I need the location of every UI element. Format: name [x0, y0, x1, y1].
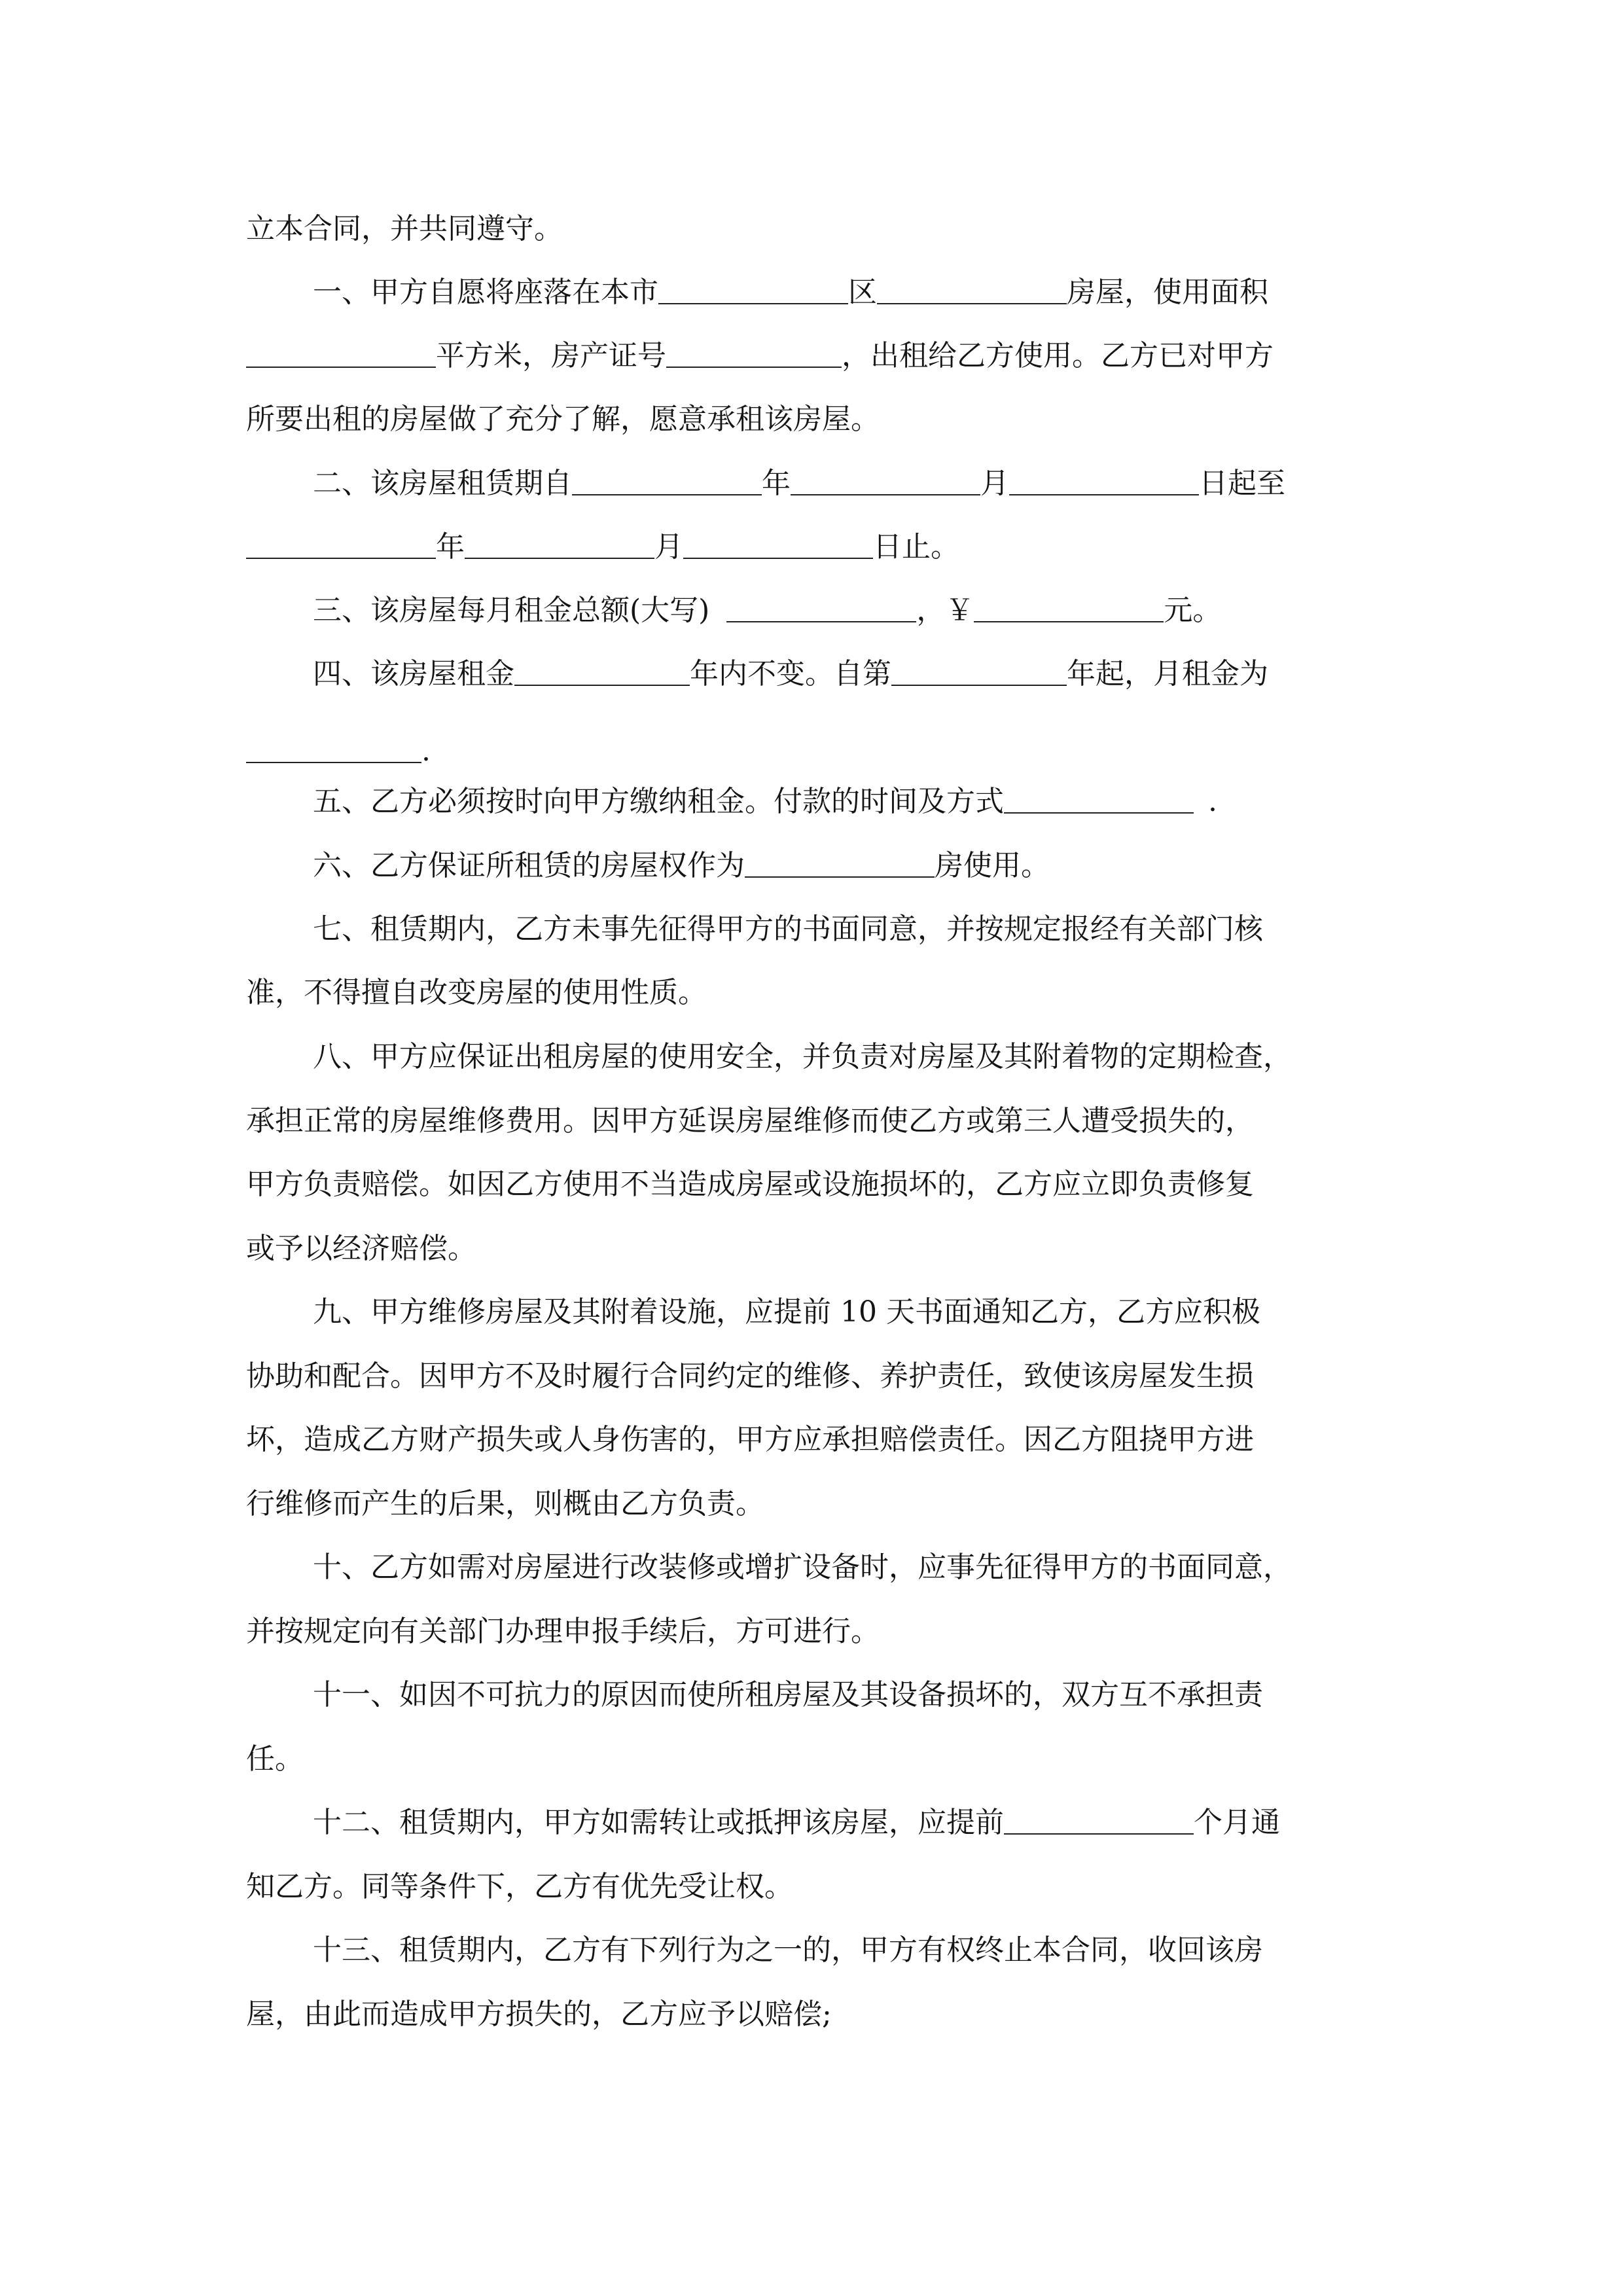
- fill-blank-property-cert[interactable]: [666, 340, 842, 368]
- clause-2: 二、该房屋租赁期自 年 月 日起至: [313, 467, 1285, 500]
- clause-12: 十二、租赁期内，甲方如需转让或抵押该房屋，应提前 个月通: [313, 1806, 1280, 1839]
- clause-13: 十三、租赁期内，乙方有下列行为之一的，甲方有权终止本合同，收回该房: [313, 1933, 1263, 1967]
- text-line: 知乙方。同等条件下，乙方有优先受让权。: [246, 1870, 793, 1903]
- fill-blank-rent-amount[interactable]: [974, 595, 1164, 622]
- clause-10: 十、乙方如需对房屋进行改装修或增扩设备时，应事先征得甲方的书面同意，: [313, 1551, 1292, 1584]
- text-line: 甲方负责赔偿。如因乙方使用不当造成房屋或设施损坏的，乙方应立即负责修复: [246, 1168, 1254, 1201]
- text-line: 承担正常的房屋维修费用。因甲方延误房屋维修而使乙方或第三人遭受损失的，: [246, 1104, 1254, 1138]
- fill-blank-end-year[interactable]: [246, 531, 436, 559]
- fill-blank-end-day[interactable]: [683, 531, 873, 559]
- text-line: 并按规定向有关部门办理申报手续后，方可进行。: [246, 1615, 880, 1648]
- text-line: 坏，造成乙方财产损失或人身伤害的，甲方应承担赔偿责任。因乙方阻挠甲方进: [246, 1423, 1254, 1456]
- clause-9: 九、甲方维修房屋及其附着设施，应提前 10 天书面通知乙方，乙方应积极: [313, 1295, 1260, 1329]
- fill-blank-notice-months[interactable]: [1004, 1807, 1194, 1835]
- text-line: 屋，由此而造成甲方损失的，乙方应予以赔偿;: [246, 1998, 832, 2031]
- clause-7: 七、租赁期内，乙方未事先征得甲方的书面同意，并按规定报经有关部门核: [313, 912, 1263, 946]
- fill-blank-start-month[interactable]: [791, 468, 980, 495]
- text-line: 立本合同，并共同遵守。: [246, 212, 563, 245]
- text-line: 所要出租的房屋做了充分了解，愿意承租该房屋。: [246, 403, 880, 436]
- text-line: 任。: [246, 1742, 304, 1776]
- clause-11: 十一、如因不可抗力的原因而使所租房屋及其设备损坏的，双方互不承担责: [313, 1678, 1263, 1712]
- fill-blank-house[interactable]: [877, 277, 1067, 304]
- fill-blank-area[interactable]: [246, 340, 436, 368]
- clause-1: 一、甲方自愿将座落在本市 区 房屋，使用面积: [313, 276, 1268, 309]
- fill-blank-end-month[interactable]: [465, 531, 654, 559]
- text-line: 行维修而产生的后果，则概由乙方负责。: [246, 1487, 764, 1520]
- clause-6: 六、乙方保证所租赁的房屋权作为 房使用。: [313, 849, 1050, 882]
- text-line: 协助和配合。因甲方不及时履行合同约定的维修、养护责任，致使该房屋发生损: [246, 1359, 1254, 1393]
- clause-3: 三、该房屋每月租金总额(大写) ，￥ 元。: [313, 594, 1222, 627]
- clause-5: 五、乙方必须按时向甲方缴纳租金。付款的时间及方式 .: [313, 785, 1217, 818]
- text-line: .: [246, 730, 431, 773]
- fill-blank-district[interactable]: [658, 277, 848, 304]
- fill-blank-rent-fixed-years[interactable]: [514, 658, 690, 686]
- text-line: 平方米，房产证号 ，出租给乙方使用。乙方已对甲方: [246, 334, 1274, 378]
- text-line: 年 月 日止。: [246, 526, 959, 569]
- text-line: 或予以经济赔偿。: [246, 1232, 476, 1265]
- fill-blank-rent-words[interactable]: [726, 595, 916, 622]
- fill-blank-start-year[interactable]: [572, 468, 762, 495]
- clause-8: 八、甲方应保证出租房屋的使用安全，并负责对房屋及其附着物的定期检查，: [313, 1040, 1292, 1073]
- fill-blank-start-day[interactable]: [1009, 468, 1199, 495]
- text-line: 准，不得擅自改变房屋的使用性质。: [246, 976, 707, 1009]
- fill-blank-usage[interactable]: [745, 850, 935, 878]
- fill-blank-rent-change-year[interactable]: [891, 658, 1067, 686]
- clause-4: 四、该房屋租金 年内不变。自第 年起，月租金为: [313, 657, 1268, 691]
- fill-blank-new-rent[interactable]: [246, 736, 421, 763]
- fill-blank-payment-method[interactable]: [1004, 786, 1194, 814]
